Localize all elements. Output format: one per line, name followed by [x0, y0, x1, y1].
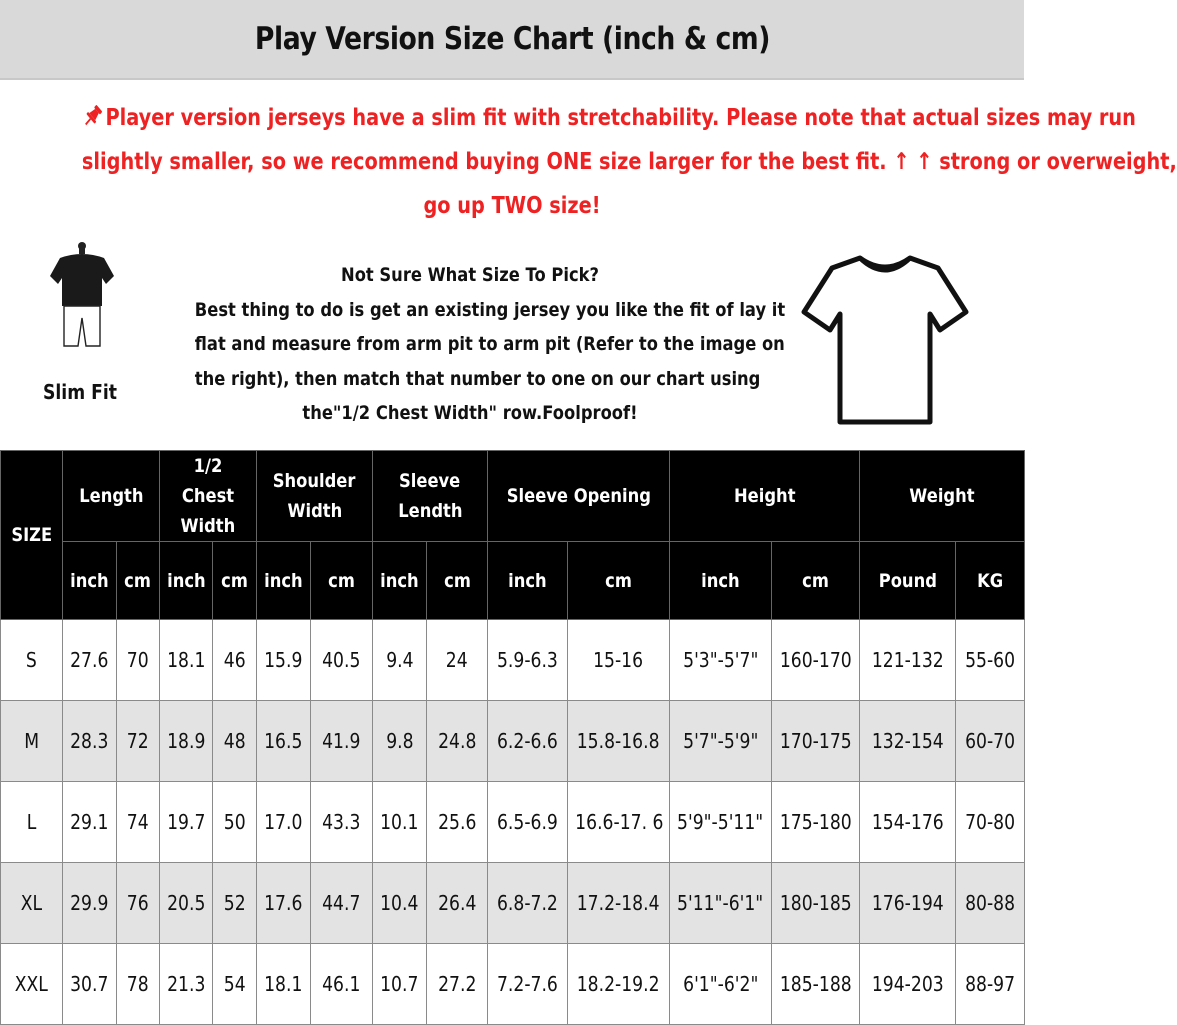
fit-notice: [0, 96, 1177, 228]
table-cell: 10.7: [373, 944, 427, 1025]
header-weight: Weight: [860, 451, 1025, 542]
unit-header: cm: [427, 542, 488, 620]
size-label-cell: XXL: [1, 944, 63, 1025]
table-cell: 44.7: [311, 863, 373, 944]
unit-header: inch: [488, 542, 568, 620]
table-cell: 15.8-16.8: [568, 701, 670, 782]
table-row: [1, 701, 1025, 782]
unit-header: Pound: [860, 542, 956, 620]
table-cell: 121-132: [860, 620, 956, 701]
table-cell: 132-154: [860, 701, 956, 782]
table-cell: 154-176: [860, 782, 956, 863]
table-cell: 30.7: [63, 944, 117, 1025]
table-cell: 74: [117, 782, 160, 863]
unit-header: inch: [257, 542, 311, 620]
size-header: SIZE: [1, 451, 63, 620]
guide-line-5: the"1/2 Chest Width" row.Foolproof!: [302, 402, 638, 424]
table-cell: 185-188: [772, 944, 860, 1025]
table-cell: 7.2-7.6: [488, 944, 568, 1025]
table-cell: 28.3: [63, 701, 117, 782]
table-cell: 78: [117, 944, 160, 1025]
table-cell: 46.1: [311, 944, 373, 1025]
size-chart-table: [0, 450, 1025, 1025]
unit-header: cm: [117, 542, 160, 620]
table-cell: 55-60: [956, 620, 1025, 701]
unit-header: KG: [956, 542, 1025, 620]
guide-line-4: the right), then match that number to one on our chart using: [194, 367, 761, 390]
table-cell: 6.5-6.9: [488, 782, 568, 863]
table-cell: 6.2-6.6: [488, 701, 568, 782]
size-rows: [1, 620, 1025, 1025]
unit-header: cm: [772, 542, 860, 620]
guide-line-3: flat and measure from arm pit to arm pit (Refer to the image on: [194, 333, 785, 355]
table-cell: 194-203: [860, 944, 956, 1025]
unit-header: cm: [213, 542, 257, 620]
unit-header: cm: [568, 542, 670, 620]
table-cell: 26.4: [427, 863, 488, 944]
unit-header-row: [1, 542, 1025, 620]
table-cell: 5'9"-5'11": [670, 782, 772, 863]
table-cell: 5'11"-6'1": [670, 863, 772, 944]
unit-header: cm: [311, 542, 373, 620]
table-cell: 5'7"-5'9": [670, 701, 772, 782]
table-cell: 29.1: [63, 782, 117, 863]
table-cell: 18.1: [257, 944, 311, 1025]
size-label-cell: L: [1, 782, 63, 863]
table-cell: 16.5: [257, 701, 311, 782]
notice-line-1: Player version jerseys have a slim fit with stretchability. Please note that actual sizes may run: [82, 96, 942, 140]
table-cell: 29.9: [63, 863, 117, 944]
table-cell: 19.7: [160, 782, 213, 863]
table-cell: 40.5: [311, 620, 373, 701]
table-cell: 17.2-18.4: [568, 863, 670, 944]
size-guide-text: [150, 258, 790, 431]
table-cell: 24: [427, 620, 488, 701]
table-cell: 46: [213, 620, 257, 701]
table-cell: 15-16: [568, 620, 670, 701]
table-row: [1, 944, 1025, 1025]
table-cell: 160-170: [772, 620, 860, 701]
header-length: Length: [63, 451, 160, 542]
table-cell: 27.6: [63, 620, 117, 701]
table-row: [1, 620, 1025, 701]
table-cell: 60-70: [956, 701, 1025, 782]
tshirt-outline-icon: [798, 252, 972, 428]
notice-line-3: go up TWO size!: [423, 193, 601, 219]
unit-header: inch: [160, 542, 213, 620]
slim-fit-label: Slim Fit: [43, 380, 117, 404]
size-label-cell: XL: [1, 863, 63, 944]
table-cell: 18.2-19.2: [568, 944, 670, 1025]
table-cell: 70-80: [956, 782, 1025, 863]
table-cell: 5.9-6.3: [488, 620, 568, 701]
table-cell: 18.9: [160, 701, 213, 782]
table-cell: 76: [117, 863, 160, 944]
table-cell: 170-175: [772, 701, 860, 782]
table-row: [1, 782, 1025, 863]
table-cell: 5'3"-5'7": [670, 620, 772, 701]
table-cell: 180-185: [772, 863, 860, 944]
table-row: [1, 863, 1025, 944]
guide-line-2: Best thing to do is get an existing jersey you like the fit of lay it: [194, 298, 786, 321]
table-cell: 41.9: [311, 701, 373, 782]
guide-line-1: Not Sure What Size To Pick?: [341, 264, 599, 286]
table-cell: 6'1"-6'2": [670, 944, 772, 1025]
table-cell: 52: [213, 863, 257, 944]
table-cell: 9.4: [373, 620, 427, 701]
title-bar: [0, 0, 1024, 80]
page-title: Play Version Size Chart (inch & cm): [254, 21, 770, 57]
header-sleeve-length: Sleeve Lendth: [373, 451, 488, 542]
table-cell: 6.8-7.2: [488, 863, 568, 944]
table-cell: 54: [213, 944, 257, 1025]
table-cell: 176-194: [860, 863, 956, 944]
header-sleeve-opening: Sleeve Opening: [488, 451, 670, 542]
unit-header: inch: [63, 542, 117, 620]
header-height: Height: [670, 451, 860, 542]
table-cell: 175-180: [772, 782, 860, 863]
table-cell: 88-97: [956, 944, 1025, 1025]
pushpin-icon: [82, 96, 104, 140]
table-cell: 16.6-17. 6: [568, 782, 670, 863]
table-cell: 21.3: [160, 944, 213, 1025]
table-cell: 43.3: [311, 782, 373, 863]
table-cell: 48: [213, 701, 257, 782]
unit-header: inch: [670, 542, 772, 620]
table-cell: 10.4: [373, 863, 427, 944]
table-cell: 72: [117, 701, 160, 782]
unit-header: inch: [373, 542, 427, 620]
header-shoulder-width: Shoulder Width: [257, 451, 373, 542]
table-cell: 10.1: [373, 782, 427, 863]
slim-fit-mannequin-icon: [46, 238, 118, 356]
size-label-cell: M: [1, 701, 63, 782]
table-cell: 9.8: [373, 701, 427, 782]
notice-line-2: slightly smaller, so we recommend buying ONE size larger for the best fit. ↑ ↑ strong or overweight,: [81, 149, 1177, 175]
table-cell: 50: [213, 782, 257, 863]
table-cell: 24.8: [427, 701, 488, 782]
table-cell: 15.9: [257, 620, 311, 701]
table-cell: 27.2: [427, 944, 488, 1025]
table-cell: 70: [117, 620, 160, 701]
table-cell: 25.6: [427, 782, 488, 863]
table-cell: 80-88: [956, 863, 1025, 944]
table-cell: 20.5: [160, 863, 213, 944]
table-cell: 17.0: [257, 782, 311, 863]
table-cell: 17.6: [257, 863, 311, 944]
size-label-cell: S: [1, 620, 63, 701]
table-cell: 18.1: [160, 620, 213, 701]
header-chest-width: 1/2 Chest Width: [160, 451, 257, 542]
